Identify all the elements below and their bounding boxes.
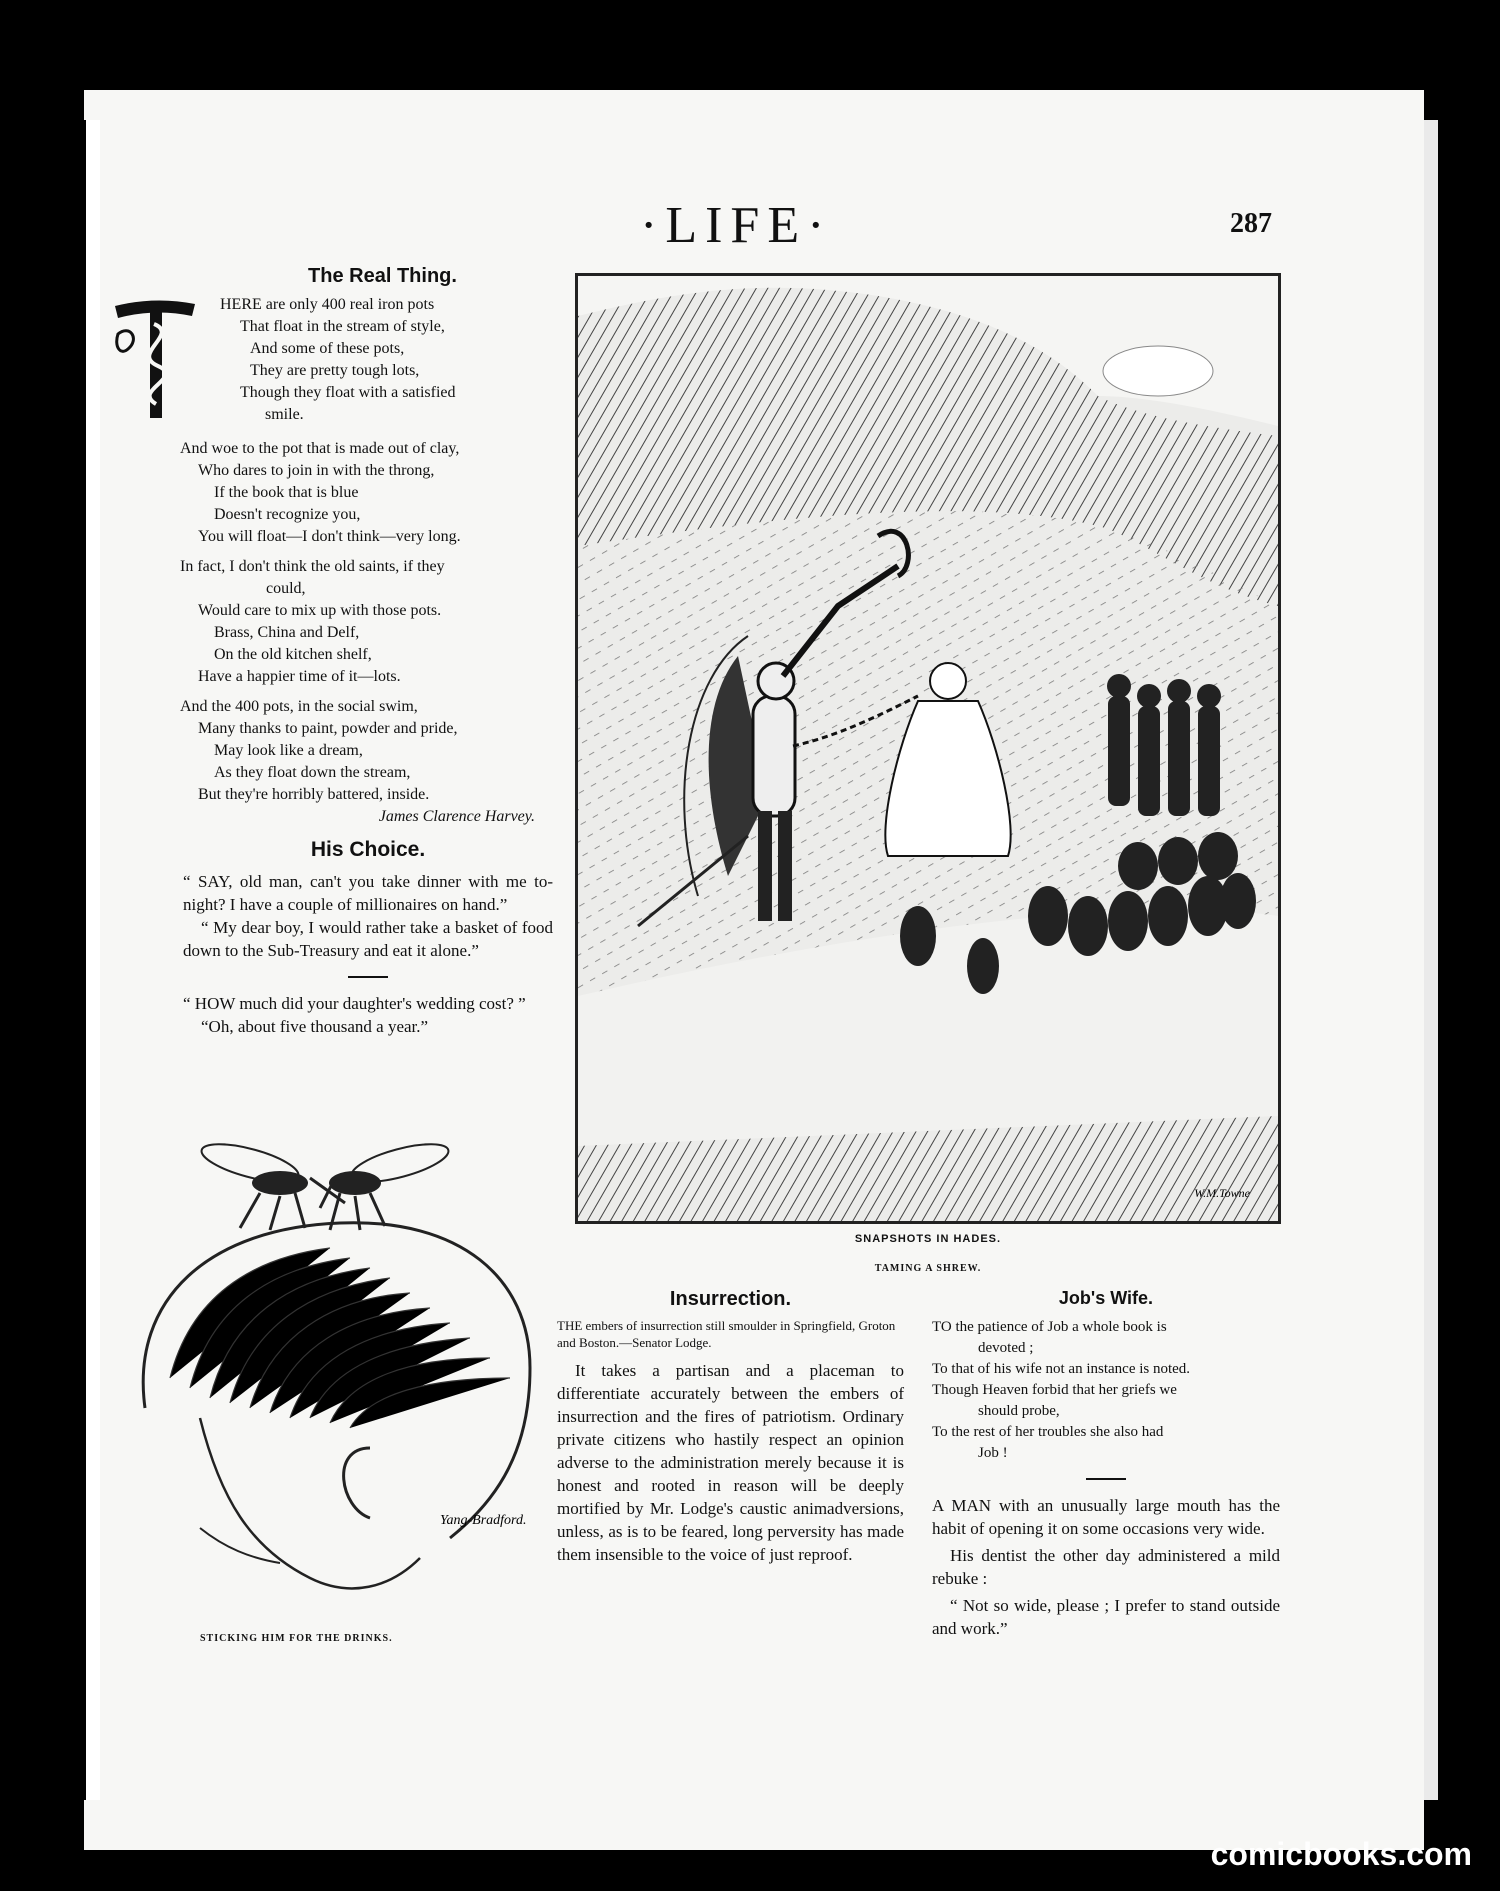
paragraph: It takes a partisan and a placeman to differentiate accurately between the embers of insurrection and the fires of patriotism. Ordinary private citizens who hastily respect an opinion adverse to the administration merely because it is honest and rooted in reason will be deeply mortified by Mr. Lodge's caustic animadversions, unless, as is to be feared, long perversity has made them insensible to the voice of just reproof. (557, 1361, 904, 1564)
poem-line: Many thanks to paint, powder and pride, (198, 720, 458, 737)
poem-real-thing (180, 265, 555, 828)
mosquito-head-illustration (130, 1118, 550, 1618)
poem-line: You will float—I don't think—very long. (198, 528, 461, 545)
poem-line: May look like a dream, (214, 742, 363, 759)
article-insurrection (557, 1288, 904, 1566)
cartoon-caption: SNAPSHOTS IN HADES. (854, 1233, 1002, 1245)
poem-line: Would care to mix up with those pots. (198, 602, 442, 619)
cartoon-subcaption: TAMING A SHREW. (874, 1263, 982, 1274)
poem-line: smile. (265, 406, 304, 423)
divider (1086, 1478, 1126, 1480)
poem-line: In fact, I don't think the old saints, if they (180, 558, 445, 575)
poem-line: should probe, (978, 1403, 1060, 1419)
cartoon-caption: STICKING HIM FOR THE DRINKS. (200, 1633, 393, 1644)
poem-line: But they're horribly battered, inside. (198, 786, 430, 803)
page-right-edge (1424, 120, 1438, 1800)
artist-signature: W.M.Towne (1194, 1186, 1250, 1200)
poem-line: And woe to the pot that is made out of clay, (180, 440, 460, 457)
cartoon-snapshots-in-hades (575, 273, 1281, 1224)
poem-line: Though they float with a satisfied (240, 384, 456, 401)
poem-author: James Clarence Harvey. (378, 808, 535, 825)
paragraph: His dentist the other day administered a mild rebuke : (932, 1546, 1280, 1588)
poem-line: They are pretty tough lots, (250, 362, 420, 379)
poem-line: And the 400 pots, in the social swim, (180, 698, 418, 715)
poem-line: If the book that is blue (214, 484, 359, 501)
page-binding-edge (84, 120, 100, 1800)
poem-title: The Real Thing. (308, 265, 457, 287)
poem-line: Who dares to join in with the throng, (198, 462, 435, 479)
article-his-choice (183, 838, 553, 1038)
poem-line: Brass, China and Delf, (214, 624, 360, 641)
poem-line: Job ! (978, 1445, 1008, 1461)
poem-line: To that of his wife not an instance is noted. (932, 1361, 1191, 1377)
paragraph: “ HOW much did your daughter's wedding cost? ” (183, 994, 526, 1013)
paragraph: “ SAY, old man, can't you take dinner with me to-night? I have a couple of millionaires on hand.” (183, 872, 553, 914)
paragraph: A MAN with an unusually large mouth has the habit of opening it on some occasions very wide. (932, 1496, 1280, 1538)
masthead-title: ·LIFE· (640, 197, 833, 254)
article-title: His Choice. (310, 838, 426, 861)
cartoon-mosquitoes (130, 1118, 550, 1648)
poem-line: devoted ; (978, 1340, 1034, 1356)
mosquito-left-icon (198, 1137, 345, 1230)
hades-illustration (578, 276, 1278, 1221)
poem-title: Job's Wife. (1058, 1288, 1154, 1308)
poem-line: And some of these pots, (250, 340, 405, 357)
poem-line: To the rest of her troubles she also had (932, 1424, 1164, 1440)
artist-signature: Yang-Bradford. (440, 1513, 527, 1528)
mosquito-right-icon (320, 1137, 452, 1230)
site-watermark: comicbooks.com (1210, 1836, 1472, 1872)
poem-line: Have a happier time of it—lots. (198, 668, 401, 685)
decorative-dropcap-t-icon (110, 294, 200, 424)
paragraph: “ Not so wide, please ; I prefer to stand outside and work.” (932, 1596, 1280, 1638)
poem-line: Doesn't recognize you, (214, 506, 361, 523)
poem-line: could, (266, 580, 306, 597)
poem-jobs-wife (932, 1288, 1280, 1640)
poem-line: HERE are only 400 real iron pots (220, 296, 435, 313)
paragraph: “Oh, about five thousand a year.” (201, 1017, 429, 1036)
poem-line: As they float down the stream, (214, 764, 411, 781)
epigraph-quote: THE embers of insurrection still smoulder in Springfield, Groton and Boston.—Senator Lodge. (557, 1318, 896, 1350)
divider (348, 976, 388, 978)
article-title: Insurrection. (669, 1288, 792, 1310)
poem-line: Though Heaven forbid that her griefs we (932, 1382, 1177, 1398)
poem-line: On the old kitchen shelf, (214, 646, 372, 663)
paragraph: “ My dear boy, I would rather take a basket of food down to the Sub-Treasury and eat it alone.” (183, 918, 553, 960)
page-number: 287 (1230, 208, 1272, 239)
poem-line: TO the patience of Job a whole book is (932, 1319, 1167, 1335)
poem-line: That float in the stream of style, (240, 318, 445, 335)
